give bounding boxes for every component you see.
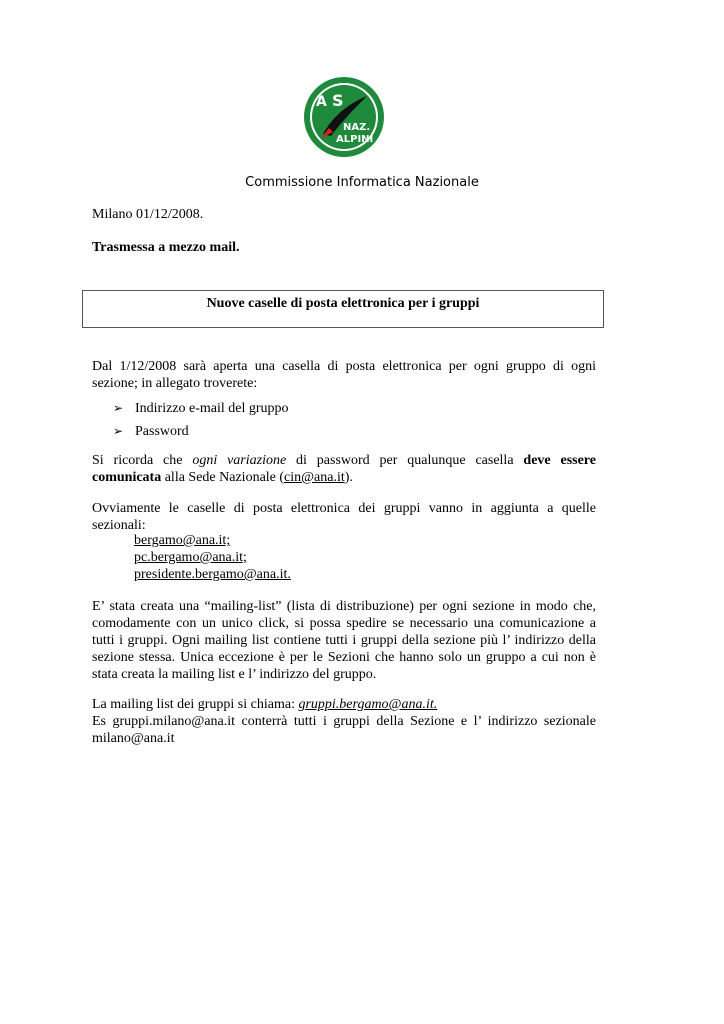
date-line: Milano 01/12/2008. (92, 207, 204, 222)
sent-line: Trasmessa a mezzo mail. (92, 240, 240, 255)
arrow-bullet-icon: ➢ (113, 424, 124, 438)
logo-text-alpini: ALPINI (336, 134, 374, 145)
mailing-list-email-link[interactable]: gruppi.bergamo@ana.it. (298, 697, 438, 712)
mailing-line-4: sezione stessa. Unica eccezione è per le Sezioni che hanno solo un gruppo a cui non è (92, 650, 596, 665)
list-item (113, 397, 289, 420)
note-line-2: sezionali: (92, 518, 146, 533)
email-link[interactable]: presidente.bergamo@ana.it. (134, 567, 291, 582)
example-line-2: Es gruppi.milano@ana.it conterrà tutti i gruppi della Sezione e l’ indirizzo sezionale (92, 714, 596, 729)
subject-text: Nuove caselle di posta elettronica per i gruppi (206, 296, 480, 311)
email-link[interactable]: bergamo@ana.it; (134, 533, 231, 548)
intro-paragraph (92, 358, 596, 392)
cin-email-link[interactable]: cin@ana.it (284, 470, 345, 485)
mailing-list-paragraph (92, 598, 596, 683)
bullet-text: Password (135, 424, 189, 439)
note-line-1: Ovviamente le caselle di posta elettronica dei gruppi vanno in aggiunta a quelle (92, 501, 596, 516)
email-link[interactable]: pc.bergamo@ana.it; (134, 550, 247, 565)
page-heading: Commissione Informatica Nazionale (245, 175, 479, 190)
email-list (134, 532, 291, 583)
bold-text: comunicata (92, 470, 162, 485)
reminder-paragraph (92, 452, 596, 486)
mailing-line-3: tutti i gruppi. Ogni mailing list contiene tutti i gruppi della sezione più l’ indirizzo della (92, 633, 596, 648)
example-line-1: La mailing list dei gruppi si chiama: gruppi.bergamo@ana.it. (92, 697, 438, 712)
emphasis-text: ogni variazione (192, 453, 287, 468)
intro-line-2: sezione; in allegato troverete: (92, 376, 258, 391)
reminder-line-1: Si ricorda che ogni variazione di password per qualunque casella deve essere (92, 453, 596, 468)
arrow-bullet-icon: ➢ (113, 401, 124, 415)
mailing-line-2: comodamente con un unico click, si possa spedire se necessario una comunicazione a (92, 616, 596, 631)
note-paragraph (92, 500, 596, 534)
intro-line-1: Dal 1/12/2008 sarà aperta una casella di posta elettronica per ogni gruppo di ogni (92, 359, 596, 374)
mailing-line-5: stata creata la mailing list e l’ indirizzo del gruppo. (92, 667, 377, 682)
bullet-text: Indirizzo e-mail del gruppo (135, 401, 289, 416)
bullet-list (113, 397, 289, 443)
logo-text-a: A (316, 94, 327, 110)
example-line-3: milano@ana.it (92, 731, 175, 746)
list-item (113, 420, 289, 443)
mailing-line-1: E’ stata creata una “mailing-list” (lista di distribuzione) per ogni sezione in modo che, (92, 599, 596, 614)
logo-text-naz: NAZ. (343, 122, 371, 133)
ana-logo (303, 76, 385, 158)
reminder-line-2: comunicata alla Sede Nazionale (cin@ana.it). (92, 470, 353, 485)
ana-logo-graphic (303, 76, 385, 158)
bold-text: deve essere (523, 453, 596, 468)
subject-box (82, 290, 604, 328)
logo-text-s: S (332, 91, 344, 110)
example-paragraph (92, 696, 596, 747)
